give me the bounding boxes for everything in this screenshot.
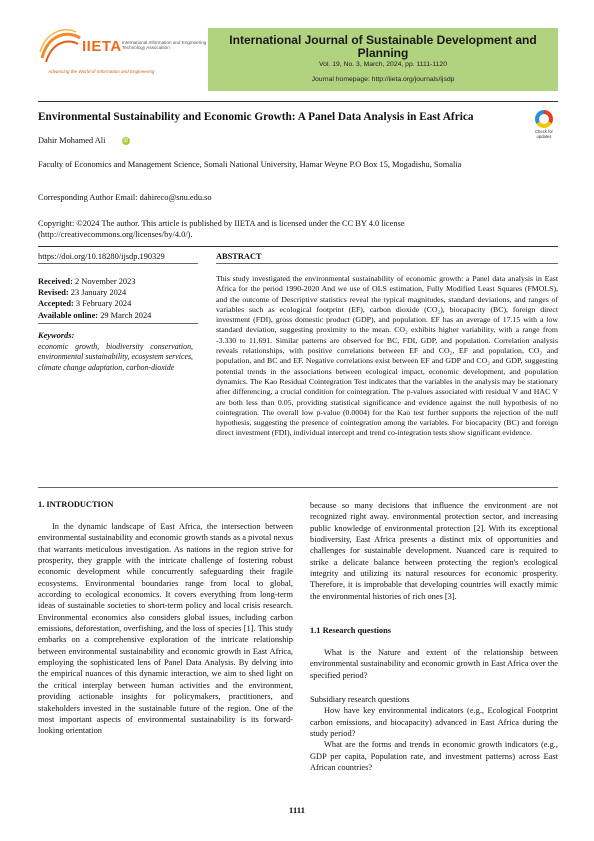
keywords-heading: Keywords: <box>38 331 75 340</box>
subsidiary-question-2: What are the forms and trends in economic growth indicators (e.g., GDP per capita, Population rate, and investment patterns) across East African countries? <box>310 740 558 773</box>
author-name: Dahir Mohamed Ali <box>38 136 106 145</box>
header-divider <box>38 101 558 102</box>
paper-title: Environmental Sustainability and Economic Growth: A Panel Data Analysis in East Africa <box>38 111 474 123</box>
copyright-notice: Copyright: ©2024 The author. This article is published by IIETA and is licensed under the CC BY 4.0 license (http://creativecommons.org/licenses/by/4.0/). <box>38 219 405 240</box>
journal-title: International Journal of Sustainable Development and Planning <box>229 33 537 60</box>
subsidiary-questions <box>310 694 558 773</box>
logo-mark-icon <box>38 28 82 68</box>
divider <box>216 263 558 264</box>
introduction-paragraph: In the dynamic landscape of East Africa, the intersection between environmental sustainability and economic growth stands as a pivotal nexus that warrants meticulous investigation. As nations in the region strive for prosperity, they grapple with the intricate challenge of fostering robust economic development while concurrently safeguarding their fragile ecosystems. Environmental boundaries range from local to global, according to ecological economics. It covers everything from long-term ideas of sustainable societies to short-term policy and local crisis research. Environmental economics also considers global issues, including carbon emissions, deforestation, overfishing, and the loss of species [1]. This study embarks on a comprehensive exploration of the intricate relationship between environmental sustainability and economic growth in East Africa, employing the sophisticated lens of Panel Data Analysis. By delving into the empirical nuances of this dynamic interaction, we aim to shed light on the critical interplay between human activities and the environment, providing actionable insights for policymakers, practitioners, and stakeholders invested in the sustainable future of the region. One of the most important aspects of environmental sustainability is its forward-looking orientation <box>38 522 293 736</box>
logo-association: International Information and Engineering Technology Association <box>122 40 207 51</box>
introduction-continuation: because so many decisions that influence the environment are not recognized right away. environmental protection sector, and increasing public knowledge of environmental protection [2]. With its exceptional biodiversity, East Africa presents a distinct mix of opportunities and challenges for sustainable development. Nuanced care is required to strike a delicate balance between protecting the region's ecological integrity and utilizing its natural resources for economic prosperity. Therefore, it is improbable that developing countries will exactly mimic the environmental histories of rich ones [3]. <box>310 501 558 601</box>
section-divider <box>38 246 558 247</box>
orcid-icon[interactable]: iD <box>123 138 129 144</box>
revised-date: Revised: 23 January 2024 <box>38 288 127 298</box>
research-questions-heading: 1.1 Research questions <box>310 626 392 635</box>
logo-tagline: Advancing the World of Information and Engineering <box>48 69 155 74</box>
abstract-text: This study investigated the environmental sustainability of economic growth: a Panel data analysis in East Africa for the period 1990-2020 And we use of OLS estimation, Fully Modified Least Squares (FMOLS), and the outcome of Descriptive statistics reveal the typical magnitudes, standard deviations, and ranges of variables such as ecological footprint (EF), carbon dioxide (CO₂), biocapacity (BC), foreign direct investment (FDI), gross domestic product (GDP), and population. EF has an average of 17.15 with a low standard deviation, suggesting proximity to the mean. CO₂ exhibits higher variability, with a range from -3.330 to 11.691. Similar patterns are observed for BC, FDI, GDP, and population. Correlation analysis reveals relationships, with positive correlations between EF and CO₂, EF and population, CO₂ and population, and BC and EF. Negative correlations exist between EF and GDP and CO₂ and GDP, suggesting potential trends in the associations between ecological impact, economic development, and population dynamics. The Kao Residual Cointegration Test indicates that the variables in the analysis may be stationary after differencing, a crucial condition for cointegration. The p-values associated with residual V and HAC V are both less than 0.05, providing statistical significance and evidence against the null hypothesis of no cointegration. The overall low p-value (0.0004) for the Kao test further supports the rejection of the null hypothesis, suggesting the presence of cointegration among the variables. For biocapacity (BC) and foreign direct investment (FDI), individual intercept and trend co-integration tests show significant evidence. <box>216 274 558 438</box>
research-question-main: What is the Nature and extent of the relationship between environmental sustainability and economic growth in East Africa over the specified period? <box>310 648 558 680</box>
page-number: 1111 <box>288 805 306 815</box>
subsidiary-heading: Subsidiary research questions <box>310 695 410 704</box>
divider <box>38 487 558 488</box>
corresponding-author: Corresponding Author Email: dahireco@snu.edu.so <box>38 193 212 202</box>
journal-volume-info: Vol. 19, No. 3, March, 2024, pp. 1111-1120 <box>319 61 447 68</box>
crossmark-badge[interactable] <box>533 110 555 142</box>
introduction-heading: 1. INTRODUCTION <box>38 500 114 509</box>
divider <box>38 323 198 324</box>
divider <box>38 263 198 264</box>
journal-banner <box>208 28 558 91</box>
doi-link[interactable]: https://doi.org/10.18280/ijsdp.190329 <box>38 252 165 261</box>
author-affiliation: Faculty of Economics and Management Science, Somali National University, Hamar Weyne P.O Box 15, Mogadishu, Somalia <box>38 160 462 169</box>
introduction-body <box>38 521 293 737</box>
abstract-heading: ABSTRACT <box>216 252 262 261</box>
subsidiary-question-1: How have key environmental indicators (e.g., Ecological Footprint carbon emissions, and biocapacity) advanced in East Africa during the study period? <box>310 706 558 739</box>
accepted-date: Accepted: 3 February 2024 <box>38 299 132 309</box>
online-date: Available online: 29 March 2024 <box>38 310 152 320</box>
keywords-list: economic growth, biodiversity conservation, environmental sustainability, ecosystem services, climate change adaptation, carbon-dioxide <box>38 342 193 372</box>
journal-homepage[interactable]: Journal homepage: http://iieta.org/journals/ijsdp <box>311 76 455 83</box>
crossmark-label: Check for updates <box>535 129 553 139</box>
received-date: Received: 2 November 2023 <box>38 277 136 286</box>
logo-name: IIETA <box>82 38 122 55</box>
publisher-logo <box>38 28 207 78</box>
article-dates <box>38 276 208 321</box>
